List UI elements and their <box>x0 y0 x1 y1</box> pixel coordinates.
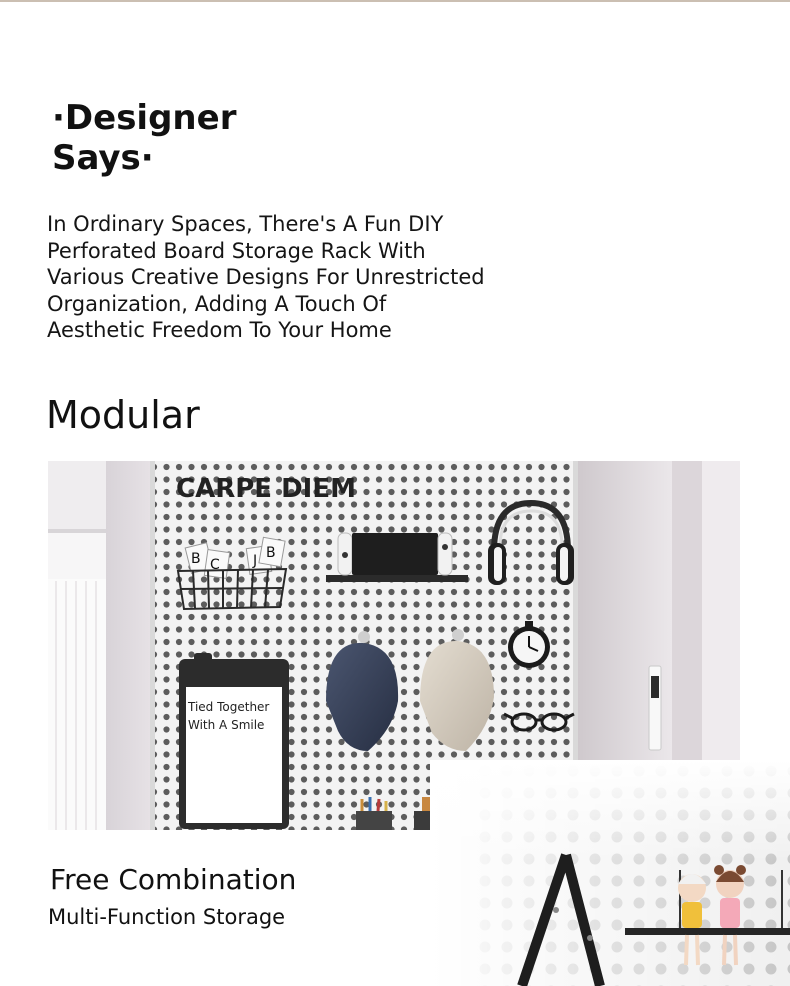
designer-title-line-1: ·Designer <box>52 98 237 138</box>
intro-line: In Ordinary Spaces, There's A Fun DIY <box>47 212 444 236</box>
pegboard-shelf-photo <box>430 760 790 986</box>
letter-card: C <box>210 557 220 573</box>
top-divider <box>0 0 790 2</box>
intro-paragraph <box>47 211 567 344</box>
designer-title-line-2: Says· <box>52 138 154 178</box>
intro-line: Aesthetic Freedom To Your Home <box>47 318 392 342</box>
intro-line: Perforated Board Storage Rack With <box>47 238 426 263</box>
caption-title: Free Combination <box>50 863 297 896</box>
carpe-diem-sign: CARPE DIEM <box>176 474 356 504</box>
letter-card: B <box>191 551 201 567</box>
letter-card: J <box>253 553 258 569</box>
letter-card: B <box>266 545 276 561</box>
caption-subtitle: Multi-Function Storage <box>48 905 286 929</box>
designer-says-heading <box>52 98 236 178</box>
intro-line: Various Creative Designs For Unrestricted <box>47 265 485 289</box>
section-heading-modular: Modular <box>46 393 200 437</box>
whiteboard-note-line-1: Tied Together <box>188 700 270 714</box>
intro-line: Organization, Adding A Touch Of <box>47 291 387 316</box>
whiteboard-note-line-2: With A Smile <box>188 718 265 732</box>
